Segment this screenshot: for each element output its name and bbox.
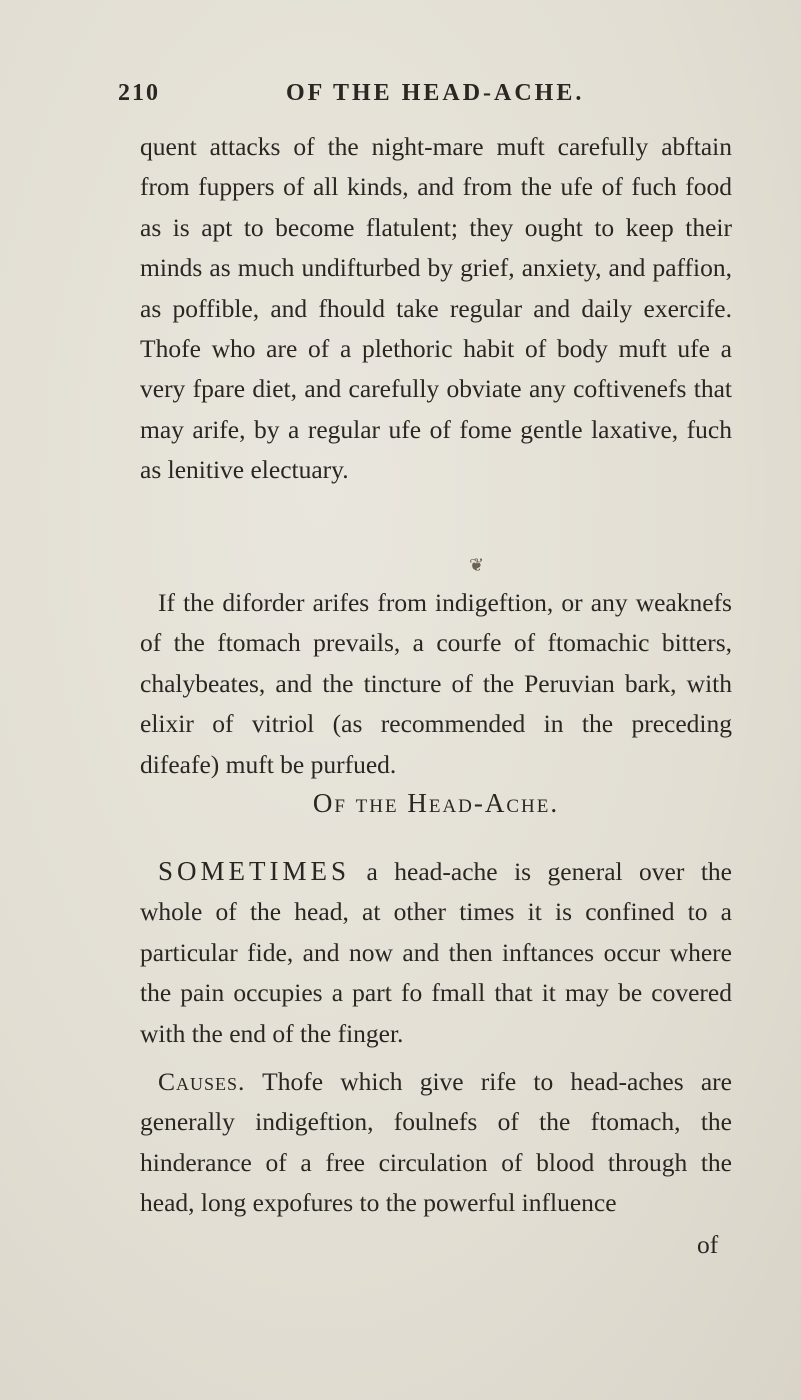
running-head-title: OF THE HEAD-ACHE. (286, 80, 585, 106)
paragraph-causes-text: Thofe which give rife to head-aches are generally indigeftion, foulnefs of the ftomach, the hinderance of a free circulation of blood through the head, long expofures to the powerful influence (140, 1067, 732, 1218)
catchword: of (697, 1230, 719, 1259)
lead-word-sometimes: SOMETIMES (158, 856, 351, 886)
running-head (118, 80, 758, 120)
paragraph-causes (140, 1062, 732, 1224)
causes-label: Causes. (158, 1067, 246, 1096)
printer-mark-icon: ❦ (469, 555, 485, 576)
paragraph-indigestion: If the diforder arifes from indigeftion, or any weaknefs of the ftomach prevails, a courfe of ftomachic bitters, chalybeates, and the tincture of the Peruvian bark, with elixir of vitriol (as recommended in the preceding difeafe) muft be purfued. (140, 588, 732, 779)
paragraph-sometimes (140, 851, 732, 1054)
section-heading: Of the Head-Ache. (312, 788, 560, 818)
page-number: 210 (118, 80, 160, 106)
paragraph-night-mare: quent attacks of the night-mare muft carefully abftain from fuppers of all kinds, and from the ufe of fuch food as is apt to become flatulent; they ought to keep their minds as much undifturbed by grief, anxiety, and paffion, as poffible, and fhould take regular and daily exercife. Thofe who are of a plethoric habit of body muft ufe a very fpare diet, and carefully obviate any coftivenefs that may arife, by a regular ufe of fome gentle laxative, fuch as lenitive electuary. (140, 132, 732, 485)
paragraph-sometimes-text: a head-ache is general over the whole of the head, at other times it is confined to a particular fide, and now and then inftances occur where the pain occupies a part fo fmall that it may be covered with the end of the finger. (140, 857, 732, 1048)
